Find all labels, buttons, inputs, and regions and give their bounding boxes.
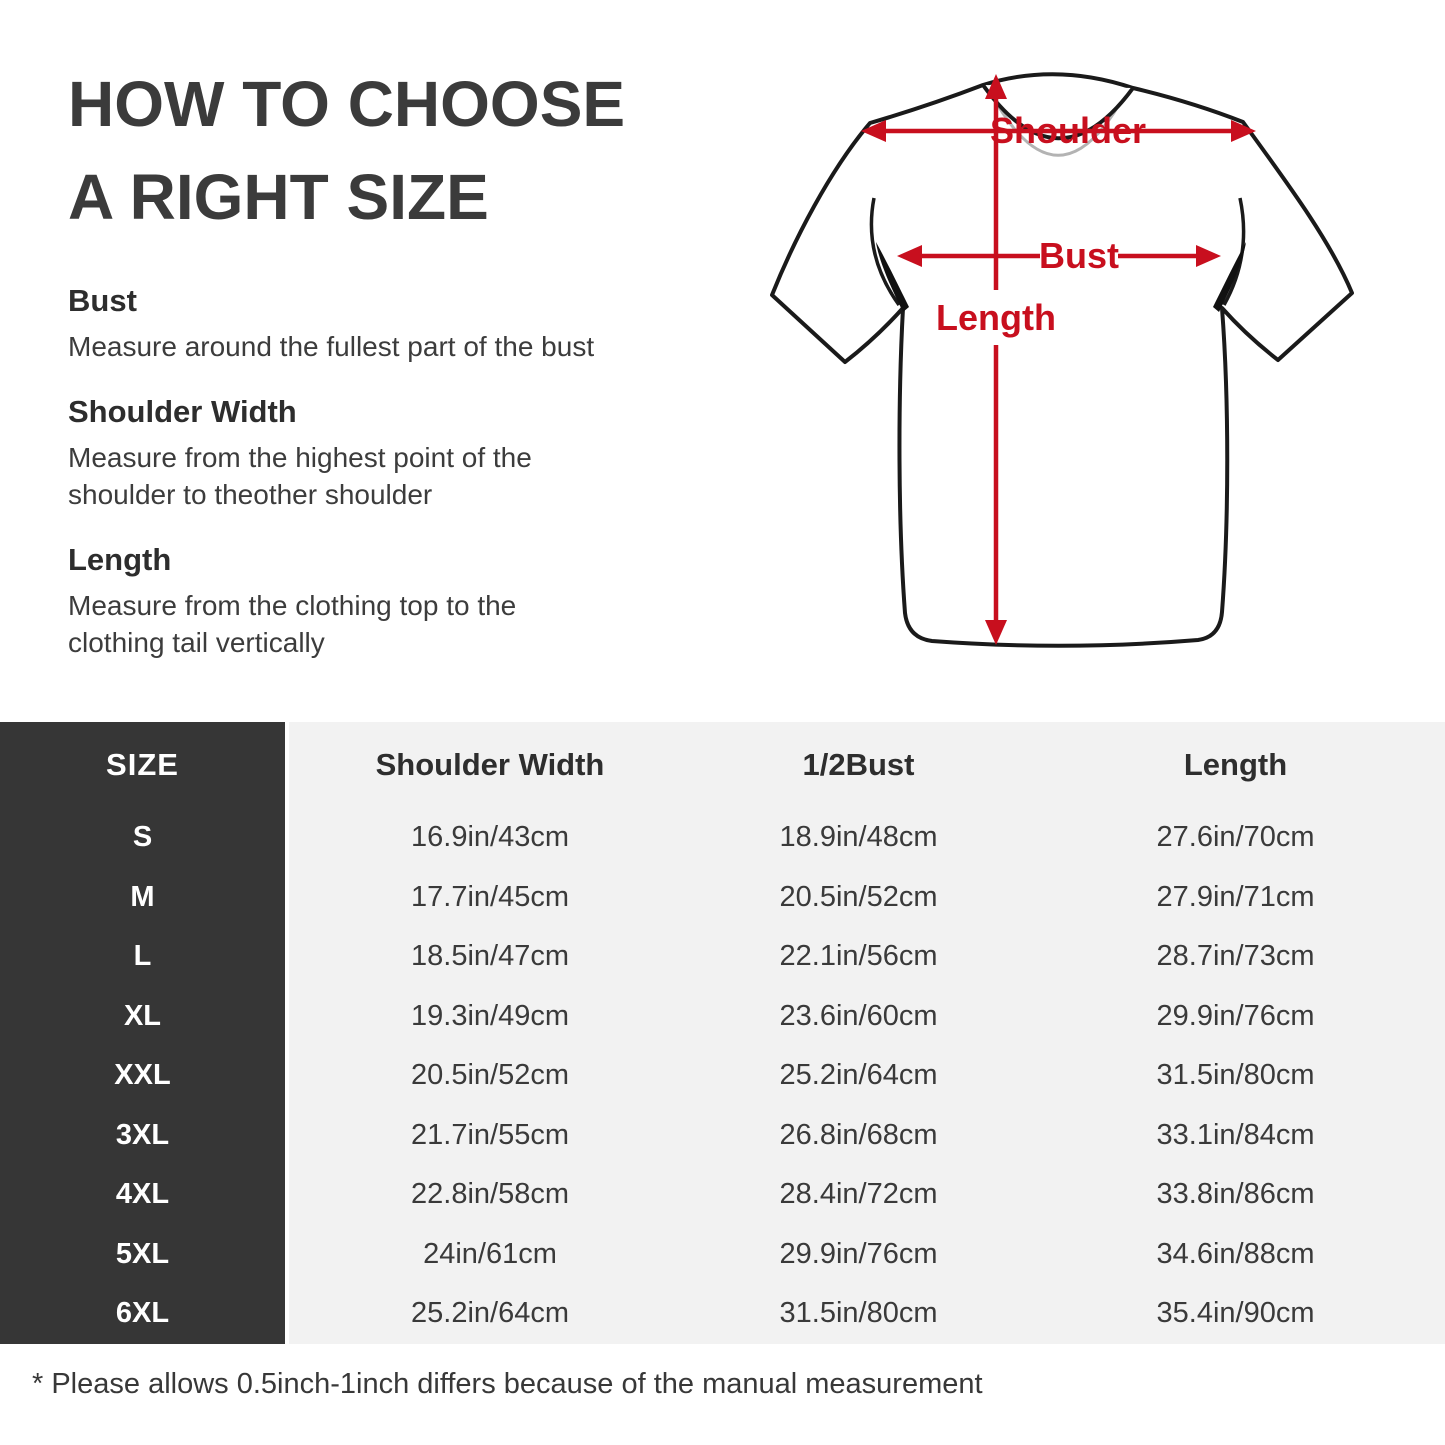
cell-half-bust: 23.6in/60cm (691, 987, 1026, 1047)
cell-half-bust: 28.4in/72cm (691, 1165, 1026, 1225)
header-half-bust: 1/2Bust (691, 722, 1026, 808)
cell-size: 4XL (0, 1165, 285, 1225)
header-shoulder-width: Shoulder Width (289, 722, 691, 808)
guide-text: Measure from the clothing top to the (68, 589, 517, 621)
table-row (0, 808, 1445, 868)
tshirt-diagram (0, 0, 1445, 710)
table-row (0, 927, 1445, 987)
table-row (0, 1046, 1445, 1106)
shoulder-label: Shoulder (989, 110, 1147, 151)
cell-shoulder: 22.8in/58cm (289, 1165, 691, 1225)
cell-shoulder: 19.3in/49cm (289, 987, 691, 1047)
cell-shoulder: 24in/61cm (289, 1225, 691, 1285)
cell-shoulder: 17.7in/45cm (289, 868, 691, 928)
cell-length: 31.5in/80cm (1026, 1046, 1445, 1106)
cell-size: XL (0, 987, 285, 1047)
guide-text: Measure from the highest point of the (68, 441, 532, 473)
cell-half-bust: 22.1in/56cm (691, 927, 1026, 987)
table-row (0, 1284, 1445, 1344)
guide-text: shoulder to theother shoulder (68, 478, 433, 510)
cell-length: 33.1in/84cm (1026, 1106, 1445, 1166)
guide-heading: Bust (68, 283, 137, 318)
cell-length: 27.6in/70cm (1026, 808, 1445, 868)
cell-half-bust: 29.9in/76cm (691, 1225, 1026, 1285)
cell-half-bust: 25.2in/64cm (691, 1046, 1026, 1106)
cell-length: 29.9in/76cm (1026, 987, 1445, 1047)
length-label: Length (936, 297, 1056, 338)
guide-text: Measure around the fullest part of the bust (68, 331, 595, 362)
cell-half-bust: 18.9in/48cm (691, 808, 1026, 868)
guide-heading: Length (68, 541, 172, 577)
guide-heading: Shoulder Width (68, 393, 297, 429)
size-table (0, 722, 1445, 1344)
cell-size: XXL (0, 1046, 285, 1106)
cell-length: 34.6in/88cm (1026, 1225, 1445, 1285)
page-title-line1: HOW TO CHOOSE (68, 68, 626, 140)
cell-half-bust: 20.5in/52cm (691, 868, 1026, 928)
cell-size: S (0, 808, 285, 868)
cell-shoulder: 18.5in/47cm (289, 927, 691, 987)
measurement-disclaimer: * Please allows 0.5inch-1inch differs because of the manual measurement (32, 1368, 983, 1400)
cell-length: 28.7in/73cm (1026, 927, 1445, 987)
cell-length: 35.4in/90cm (1026, 1284, 1445, 1344)
guide-text: clothing tail vertically (68, 626, 325, 658)
cell-shoulder: 25.2in/64cm (289, 1284, 691, 1344)
bust-label: Bust (1039, 235, 1119, 276)
table-row (0, 1106, 1445, 1166)
cell-size: 3XL (0, 1106, 285, 1166)
cell-length: 27.9in/71cm (1026, 868, 1445, 928)
cell-shoulder: 20.5in/52cm (289, 1046, 691, 1106)
cell-size: 6XL (0, 1284, 285, 1344)
cell-half-bust: 26.8in/68cm (691, 1106, 1026, 1166)
table-row (0, 987, 1445, 1047)
table-row (0, 868, 1445, 928)
cell-half-bust: 31.5in/80cm (691, 1284, 1026, 1344)
table-row (0, 1165, 1445, 1225)
cell-length: 33.8in/86cm (1026, 1165, 1445, 1225)
table-header-row (0, 722, 1445, 808)
cell-size: M (0, 868, 285, 928)
cell-shoulder: 21.7in/55cm (289, 1106, 691, 1166)
table-row (0, 1225, 1445, 1285)
cell-shoulder: 16.9in/43cm (289, 808, 691, 868)
page-title-line2: A RIGHT SIZE (68, 160, 489, 233)
header-length: Length (1026, 722, 1445, 808)
cell-size: L (0, 927, 285, 987)
tshirt-outline-shape (772, 74, 1352, 646)
cell-size: 5XL (0, 1225, 285, 1285)
header-size: SIZE (0, 722, 285, 808)
